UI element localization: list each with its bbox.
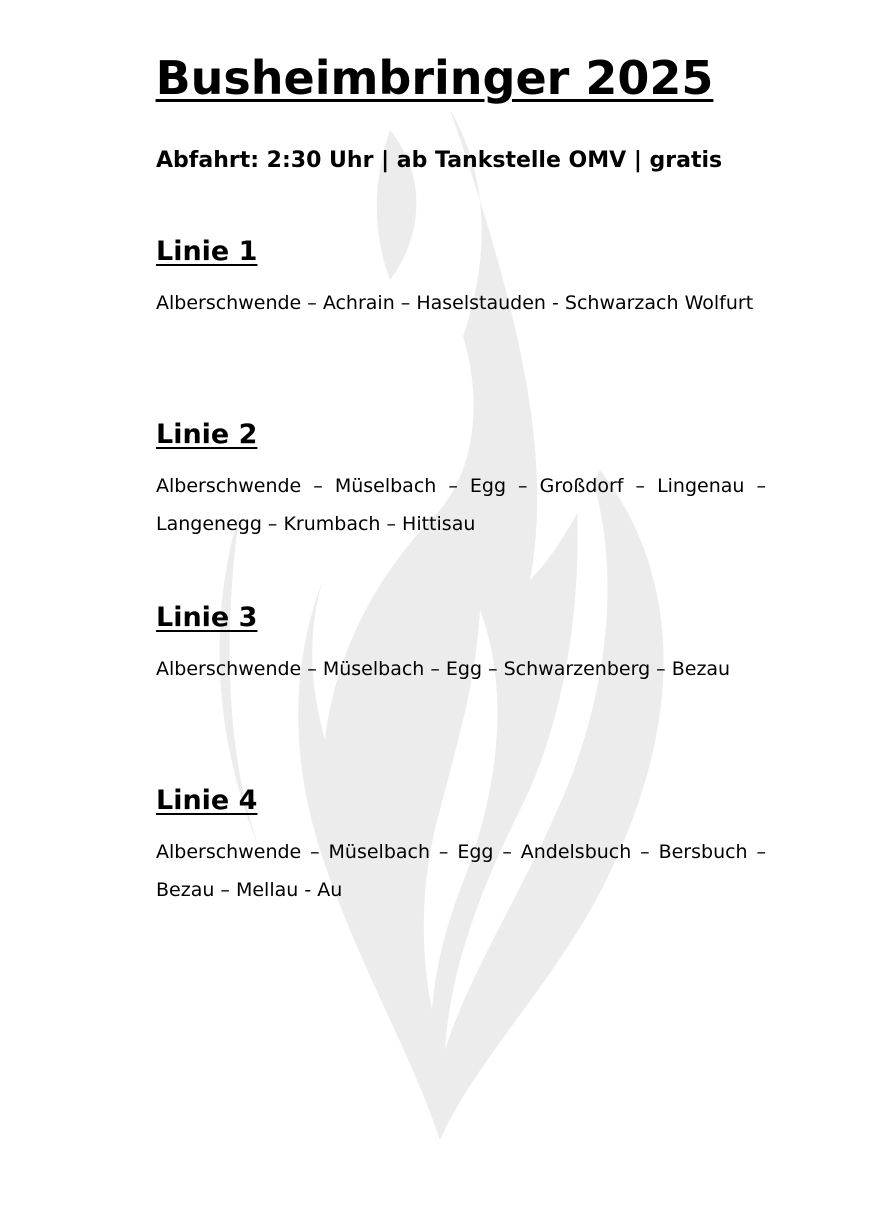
bus-line-2 [156, 419, 766, 543]
bus-line-route: Alberschwende – Müselbach – Egg – Großdorf – Lingenau – Langenegg – Krumbach – Hittisau [156, 475, 766, 536]
bus-line-heading: Linie 1 [156, 236, 258, 267]
page-title-text: Busheimbringer 2025 [155, 51, 714, 105]
bus-line-heading: Linie 4 [156, 785, 258, 816]
bus-line-1 [156, 236, 766, 322]
departure-info: Abfahrt: 2:30 Uhr | ab Tankstelle OMV | gratis [156, 148, 723, 173]
bus-line-3 [156, 602, 766, 688]
bus-line-heading: Linie 3 [156, 602, 258, 633]
page-title [0, 52, 869, 105]
bus-line-heading: Linie 2 [156, 419, 258, 450]
bus-line-route: Alberschwende – Achrain – Haselstauden - Schwarzach Wolfurt [156, 292, 754, 315]
bus-line-4 [156, 785, 766, 909]
bus-line-route: Alberschwende – Müselbach – Egg – Andelsbuch – Bersbuch – Bezau – Mellau - Au [156, 841, 766, 902]
bus-line-route: Alberschwende – Müselbach – Egg – Schwarzenberg – Bezau [156, 658, 731, 681]
